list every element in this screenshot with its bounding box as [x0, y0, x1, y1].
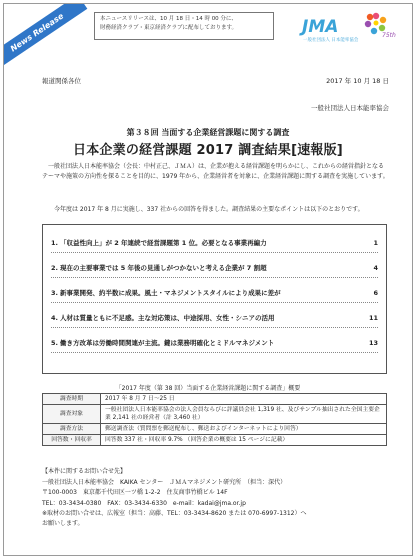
- survey-kicker: 第３８回 当面する企業経営課題に関する調査: [126, 128, 290, 137]
- release-date: 2017 年 10 月 18 日: [326, 77, 389, 85]
- recipient: 報道関係各位: [42, 77, 81, 85]
- row-label: 回答数・回収率: [43, 435, 101, 446]
- finding-page: 6: [371, 283, 378, 303]
- row-label: 調査対象: [43, 405, 101, 424]
- contact-line: 〒100-0003 東京都千代田区一ツ橋 1-2-2 住友商事竹橋ビル 14F: [42, 489, 228, 497]
- contact-heading: 【本件に関するお問い合せ先】: [42, 468, 127, 475]
- table-row: [43, 424, 387, 435]
- intro-note: 今年度は 2017 年 8 月に実施し、337 社からの回答を得ました。調査結果の主要なポイントは以下のとおりです。: [54, 206, 364, 213]
- anniversary-mark: 75th: [382, 32, 396, 39]
- finding-item[interactable]: [51, 333, 378, 353]
- table-row: [43, 394, 387, 405]
- survey-table-caption: 「2017 年度（第 38 回）当面する企業経営課題に関する調査」概要: [115, 385, 301, 392]
- finding-item[interactable]: [51, 308, 378, 328]
- row-value: 郵送調査法（質問票を郵送配布し、郵送およびインターネットにより回答）: [101, 424, 387, 435]
- intro-paragraph: 一般社団法人日本能率協会（会長：中村正己、ＪＭＡ）は、企業が抱える経営課題を明らかにし、これからの経営指針となるテーマや施策の方向性を探ることを目的に、1979 年から、企業経営者を対象に、企業経営課題に関する調査を実施しています。: [42, 163, 389, 180]
- finding-page: 11: [367, 308, 378, 328]
- finding-item[interactable]: [51, 258, 378, 278]
- finding-page: 13: [367, 333, 378, 353]
- finding-text: 働き方改革は労働時間関連が主流。鍵は業務明確化とミドルマネジメント: [60, 339, 275, 347]
- row-label: 調査方法: [43, 424, 101, 435]
- finding-text: 人材は質量ともに不足感。主な対応策は、中途採用、女性・シニアの活用: [60, 314, 275, 322]
- finding-text: 「収益性向上」が 2 年連続で経営課題第 1 位。必要となる事業再編力: [60, 239, 267, 247]
- notice-line: 財務経済クラブ・東京経済クラブに配布しております。: [100, 24, 238, 31]
- finding-text: 現在の主要事業では 5 年後の見通しがつかないと考える企業が 7 割超: [60, 264, 267, 272]
- finding-number: 2.: [51, 264, 58, 272]
- notice-line: 本ニュースリリースは、10 月 18 日・14 時 00 分に、: [100, 16, 237, 22]
- finding-page: 1: [371, 233, 378, 253]
- finding-number: 4.: [51, 314, 58, 322]
- row-label: 調査時期: [43, 394, 101, 405]
- contact-block: [42, 467, 387, 529]
- contact-line: ※取材のお問い合せは、広報室（担当：高藤、TEL：03-3434-8620 または 070-6997-1312）へ: [42, 509, 307, 517]
- finding-text: 新事業開発、約半数に成果。風土・マネジメントスタイルにより成果に差が: [60, 289, 281, 297]
- row-value: 2017 年 8 月 7 日～25 日: [101, 394, 387, 405]
- jma-logo: [302, 10, 402, 46]
- survey-summary-table: [42, 393, 387, 446]
- table-row: [43, 435, 387, 446]
- logo-subtitle: 一般社団法人 日本能率協会: [303, 38, 359, 43]
- finding-page: 4: [371, 258, 378, 278]
- finding-number: 5.: [51, 339, 58, 347]
- contact-line[interactable]: TEL：03-3434-0380 FAX：03-3434-6330 e-mail：kadai@jma.or.jp: [42, 499, 246, 507]
- issuing-organization: 一般社団法人日本能率協会: [311, 104, 389, 112]
- news-release-ribbon: News Release: [3, 3, 87, 70]
- row-value: 回答数 337 社・回収率 9.7% （回答企業の概要は 15 ページに記載）: [101, 435, 387, 446]
- finding-number: 3.: [51, 289, 58, 297]
- row-value: 一般社団法人日本能率協会の法人会員ならびに評議員会社 1,319 社、及びサンプル抽出された全国主要企業 2,141 社の経営者（計 3,460 社）: [101, 405, 387, 424]
- distribution-notice: [94, 12, 274, 40]
- finding-number: 1.: [51, 239, 58, 247]
- table-row: [43, 405, 387, 424]
- finding-item[interactable]: [51, 233, 378, 253]
- key-findings-box: [42, 224, 387, 374]
- logo-name: JMA: [302, 17, 339, 37]
- page-title: 日本企業の経営課題 2017 調査結果[速報版]: [73, 143, 343, 158]
- finding-item[interactable]: [51, 283, 378, 303]
- contact-line: お願いします。: [42, 520, 84, 528]
- news-release-page: [3, 3, 413, 556]
- contact-line: 一般社団法人日本能率協会 KAIKA センター ＪＭＡマネジメント研究所 （担当：深代）: [42, 479, 287, 487]
